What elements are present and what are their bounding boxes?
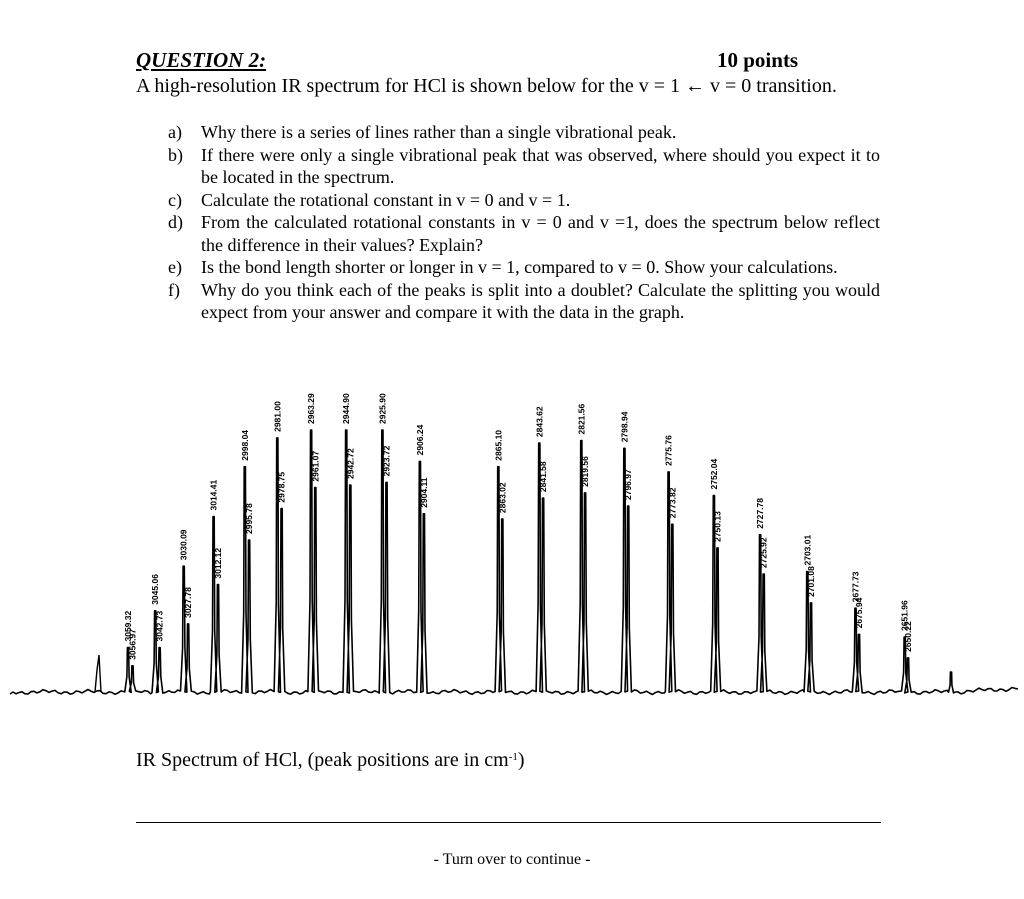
peak-label: 3045.06	[150, 574, 161, 605]
item-label: a)	[168, 122, 182, 142]
peak-label: 2906.24	[414, 424, 425, 456]
item-label: d)	[168, 212, 183, 232]
peak-label: 2796.97	[623, 469, 634, 500]
item-label: b)	[168, 144, 183, 165]
peak-label: 2995.78	[244, 503, 255, 534]
peak-label: 3042.73	[154, 610, 165, 642]
item-label: e)	[168, 257, 182, 277]
item-text: Is the bond length shorter or longer in v = 1, compared to v = 0. Show your calculations.	[201, 257, 838, 277]
peak-label: 2843.62	[534, 406, 545, 438]
spectrum-caption	[136, 749, 525, 772]
list-item	[168, 144, 880, 189]
item-text: From the calculated rotational constants in v = 0 and v =1, does the spectrum below reflect the difference in their values? Explain?	[201, 212, 880, 255]
question-intro: A high-resolution IR spectrum for HCl is shown below for the v = 1 ← v = 0 transition.	[136, 75, 837, 97]
list-item	[168, 256, 880, 279]
peak-label: 2923.72	[381, 445, 392, 477]
peak-label: 2904.11	[418, 477, 429, 508]
question-points: 10 points	[717, 48, 799, 72]
item-text: If there were only a single vibrational peak that was observed, where should you expect it to be located in the spectrum.	[201, 144, 880, 187]
item-text: Calculate the rotational constant in v = 0 and v = 1.	[201, 189, 571, 210]
peak-label: 3059.32	[123, 610, 133, 642]
divider-line	[136, 822, 881, 823]
peak-label: 2925.90	[377, 393, 388, 424]
peak-label: 2701.08	[806, 566, 816, 597]
item-label: f)	[168, 279, 180, 300]
peak-label: 2750.13	[712, 511, 723, 542]
peak-label: 2650.22	[903, 621, 913, 652]
footer-text: - Turn over to continue -	[433, 851, 591, 868]
peak-label: 2978.75	[276, 471, 287, 503]
spectrum-small-peak	[95, 655, 101, 692]
question-list	[168, 121, 880, 324]
peak-label: 2651.96	[899, 600, 910, 631]
item-label: c)	[168, 189, 182, 210]
caption-close: )	[517, 749, 525, 771]
peak-label: 3030.09	[178, 529, 189, 561]
peak-label: 2773.82	[667, 487, 678, 519]
peak-label: 3014.41	[208, 479, 219, 511]
peak-label: 2961.07	[310, 450, 321, 482]
peak-label: 2981.00	[272, 401, 283, 432]
list-item	[168, 211, 880, 256]
item-text: Why do you think each of the peaks is split into a doublet? Calculate the splitting you would expect from your answer and compare it with the data in the graph.	[201, 279, 880, 322]
peak-label: 2841.58	[538, 461, 549, 493]
caption-text: IR Spectrum of HCl, (peak positions are in cm	[136, 749, 509, 771]
peak-label: 2725.92	[758, 537, 769, 569]
peak-label: 2821.56	[576, 403, 587, 435]
ir-spectrum-chart	[0, 380, 1024, 725]
spectrum-trace	[10, 430, 1018, 695]
peak-label: 2942.72	[345, 448, 356, 479]
peak-label: 2775.76	[663, 435, 674, 466]
list-item	[168, 189, 880, 212]
peak-label: 2865.10	[493, 429, 504, 461]
peak-label: 2727.78	[755, 498, 766, 529]
question-title: QUESTION 2:	[136, 48, 267, 72]
peak-label: 2944.90	[341, 393, 352, 424]
peak-label: 2819.56	[580, 456, 591, 487]
peak-label: 2798.94	[619, 411, 630, 443]
peak-label: 2863.02	[497, 482, 508, 514]
item-text: Why there is a series of lines rather than a single vibrational peak.	[201, 122, 677, 142]
peak-label: 2677.73	[850, 571, 861, 603]
peak-label: 2703.01	[802, 534, 813, 566]
caption-superscript: -1	[508, 751, 518, 763]
peak-label: 2998.04	[239, 429, 250, 461]
peak-label: 2675.94	[854, 597, 864, 629]
peak-label: 2752.04	[708, 458, 719, 490]
peak-label: 3027.78	[183, 587, 194, 618]
peak-label: 3056.97	[127, 629, 138, 660]
list-item	[168, 279, 880, 324]
peak-label: 3012.12	[213, 547, 223, 579]
peak-label: 2963.29	[306, 393, 317, 424]
list-item	[168, 121, 880, 144]
